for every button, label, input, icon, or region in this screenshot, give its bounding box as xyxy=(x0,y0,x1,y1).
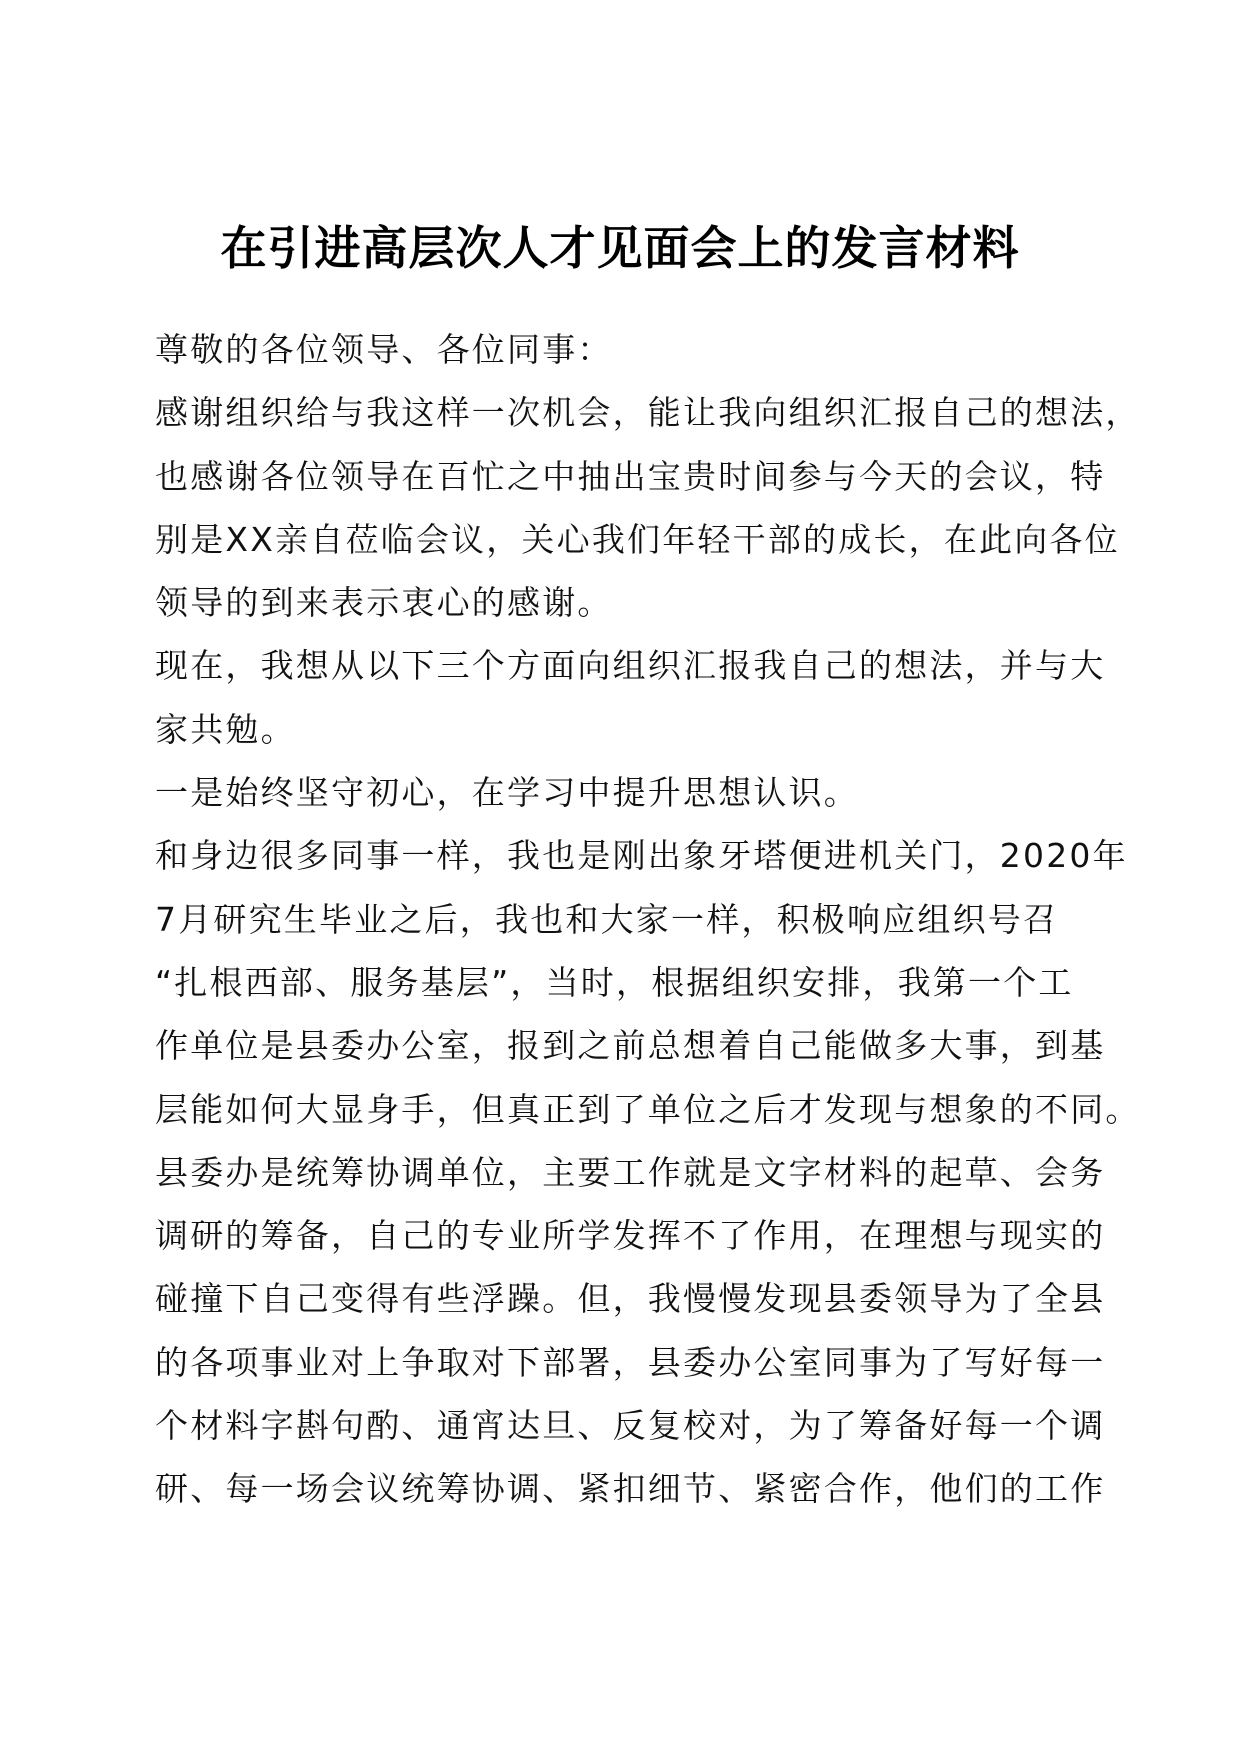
paragraph-line: 和身边很多同事一样，我也是刚出象牙塔便进机关门，2020年 xyxy=(155,836,1128,876)
paragraph-line: 层能如何大显身手，但真正到了单位之后才发现与想象的不同。 xyxy=(155,1089,1141,1129)
paragraph-line: 的各项事业对上争取对下部署，县委办公室同事为了写好每一 xyxy=(155,1342,1106,1382)
paragraph-line: 家共勉。 xyxy=(155,709,296,749)
paragraph-line: 感谢组织给与我这样一次机会，能让我向组织汇报自己的想法， xyxy=(155,393,1141,433)
paragraph-line: 领导的到来表示衷心的感谢。 xyxy=(155,583,613,623)
paragraph-line: 碰撞下自己变得有些浮躁。但，我慢慢发现县委领导为了全县 xyxy=(155,1279,1106,1319)
paragraph-line: 调研的筹备，自己的专业所学发挥不了作用，在理想与现实的 xyxy=(155,1216,1106,1256)
paragraph-line: 县委办是统筹协调单位，主要工作就是文字材料的起草、会务 xyxy=(155,1152,1106,1192)
paragraph-line: 个材料字斟句酌、通宵达旦、反复校对，为了筹备好每一个调 xyxy=(155,1406,1106,1446)
document-title: 在引进高层次人才见面会上的发言材料 xyxy=(220,221,1020,275)
paragraph-line: “扎根西部、服务基层”，当时，根据组织安排，我第一个工 xyxy=(155,962,1074,1002)
paragraph-line: 研、每一场会议统筹协调、紧扣细节、紧密合作，他们的工作 xyxy=(155,1469,1106,1509)
paragraph-line: 7月研究生毕业之后，我也和大家一样，积极响应组织号召 xyxy=(155,899,1059,939)
section-heading-line: 一是始终坚守初心，在学习中提升思想认识。 xyxy=(155,773,859,813)
paragraph-line: 也感谢各位领导在百忙之中抽出宝贵时间参与今天的会议，特 xyxy=(155,456,1106,496)
document-body xyxy=(155,318,1141,1521)
paragraph-line: 别是XX亲自莅临会议，关心我们年轻干部的成长，在此向各位 xyxy=(155,519,1120,559)
salutation-line: 尊敬的各位领导、各位同事： xyxy=(155,330,613,369)
paragraph-line: 现在，我想从以下三个方面向组织汇报我自己的想法，并与大 xyxy=(155,646,1106,686)
paragraph-line: 作单位是县委办公室，报到之前总想着自己能做多大事，到基 xyxy=(155,1026,1106,1066)
